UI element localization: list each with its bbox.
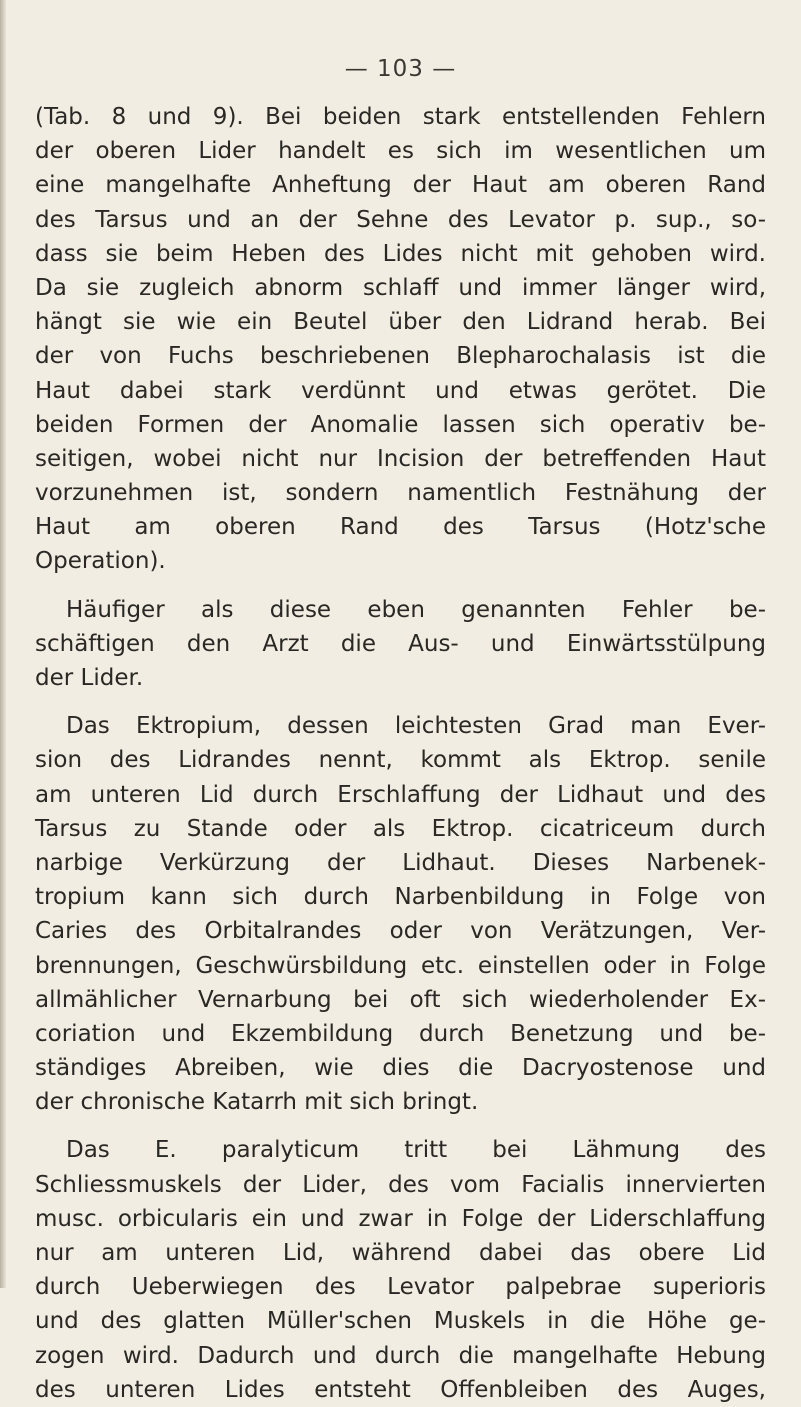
text-line: zogen wird. Dadurch und durch die mangelhafte Hebung bbox=[35, 1342, 766, 1369]
text-line: der oberen Lider handelt es sich im wesentlichen um bbox=[35, 138, 766, 165]
paragraph-3 bbox=[35, 709, 766, 1119]
text-line: und des glatten Müller'schen Muskels in die Höhe ge- bbox=[35, 1308, 766, 1335]
text-line: durch Ueberwiegen des Levator palpebrae superioris bbox=[35, 1274, 766, 1301]
text-line: Caries des Orbitalrandes oder von Verätzungen, Ver- bbox=[35, 918, 766, 945]
text-line: Das E. paralyticum tritt bei Lähmung des bbox=[66, 1137, 766, 1164]
text-line: des unteren Lides entsteht Offenbleiben des Auges, bbox=[35, 1376, 766, 1403]
text-line: (Tab. 8 und 9). Bei beiden stark entstellenden Fehlern bbox=[35, 104, 766, 130]
text-line: eine mangelhafte Anheftung der Haut am oberen Rand bbox=[35, 172, 766, 199]
text-line: Schliessmuskels der Lider, des vom Facialis innervierten bbox=[35, 1171, 766, 1198]
text-line: coriation und Ekzembildung durch Benetzung und be- bbox=[35, 1020, 766, 1047]
body-text bbox=[35, 100, 766, 1407]
paragraph-1 bbox=[35, 100, 766, 579]
text-line: nur am unteren Lid, während dabei das obere Lid bbox=[35, 1240, 766, 1266]
text-line: Haut am oberen Rand des Tarsus (Hotz'sche bbox=[35, 514, 766, 541]
text-line: des Tarsus und an der Sehne des Levator p. sup., so- bbox=[35, 206, 766, 233]
text-line: brennungen, Geschwürsbildung etc. einstellen oder in Folge bbox=[35, 952, 766, 979]
paragraph-4 bbox=[35, 1133, 766, 1407]
text-line: sion des Lidrandes nennt, kommt als Ektrop. senile bbox=[35, 747, 766, 774]
text-line: beiden Formen der Anomalie lassen sich operativ be- bbox=[35, 411, 766, 438]
text-line: Haut dabei stark verdünnt und etwas gerötet. Die bbox=[35, 377, 766, 404]
text-line: ständiges Abreiben, wie dies die Dacryostenose und bbox=[35, 1055, 766, 1082]
text-line: musc. orbicularis ein und zwar in Folge der Liderschlaffung bbox=[35, 1205, 766, 1232]
paragraph-2 bbox=[35, 593, 766, 696]
page-edge-shadow bbox=[0, 0, 6, 1288]
text-line: am unteren Lid durch Erschlaffung der Lidhaut und des bbox=[35, 781, 766, 808]
text-line: Tarsus zu Stande oder als Ektrop. cicatriceum durch bbox=[35, 815, 766, 842]
text-line: tropium kann sich durch Narbenbildung in Folge von bbox=[35, 884, 766, 911]
text-line: dass sie beim Heben des Lides nicht mit gehoben wird. bbox=[35, 240, 766, 267]
text-line: vorzunehmen ist, sondern namentlich Festnähung der bbox=[35, 480, 766, 507]
text-line: Operation). bbox=[35, 548, 166, 575]
text-line: narbige Verkürzung der Lidhaut. Dieses Narbenek- bbox=[35, 849, 766, 876]
text-line: der von Fuchs beschriebenen Blepharochalasis ist die bbox=[35, 343, 766, 370]
text-line: Das Ektropium, dessen leichtesten Grad man Ever- bbox=[66, 713, 766, 740]
text-line: der Lider. bbox=[35, 665, 144, 691]
text-line: seitigen, wobei nicht nur Incision der betreffenden Haut bbox=[35, 445, 766, 472]
text-line: schäftigen den Arzt die Aus- und Einwärtsstülpung bbox=[35, 630, 766, 657]
page-number: — 103 — bbox=[344, 56, 457, 82]
text-line: Da sie zugleich abnorm schlaff und immer länger wird, bbox=[35, 274, 766, 301]
text-line: der chronische Katarrh mit sich bringt. bbox=[35, 1089, 479, 1116]
text-line: allmählicher Vernarbung bei oft sich wiederholender Ex- bbox=[35, 986, 766, 1013]
text-line: Häufiger als diese eben genannten Fehler be- bbox=[66, 596, 766, 623]
text-line: hängt sie wie ein Beutel über den Lidrand herab. Bei bbox=[35, 309, 766, 336]
